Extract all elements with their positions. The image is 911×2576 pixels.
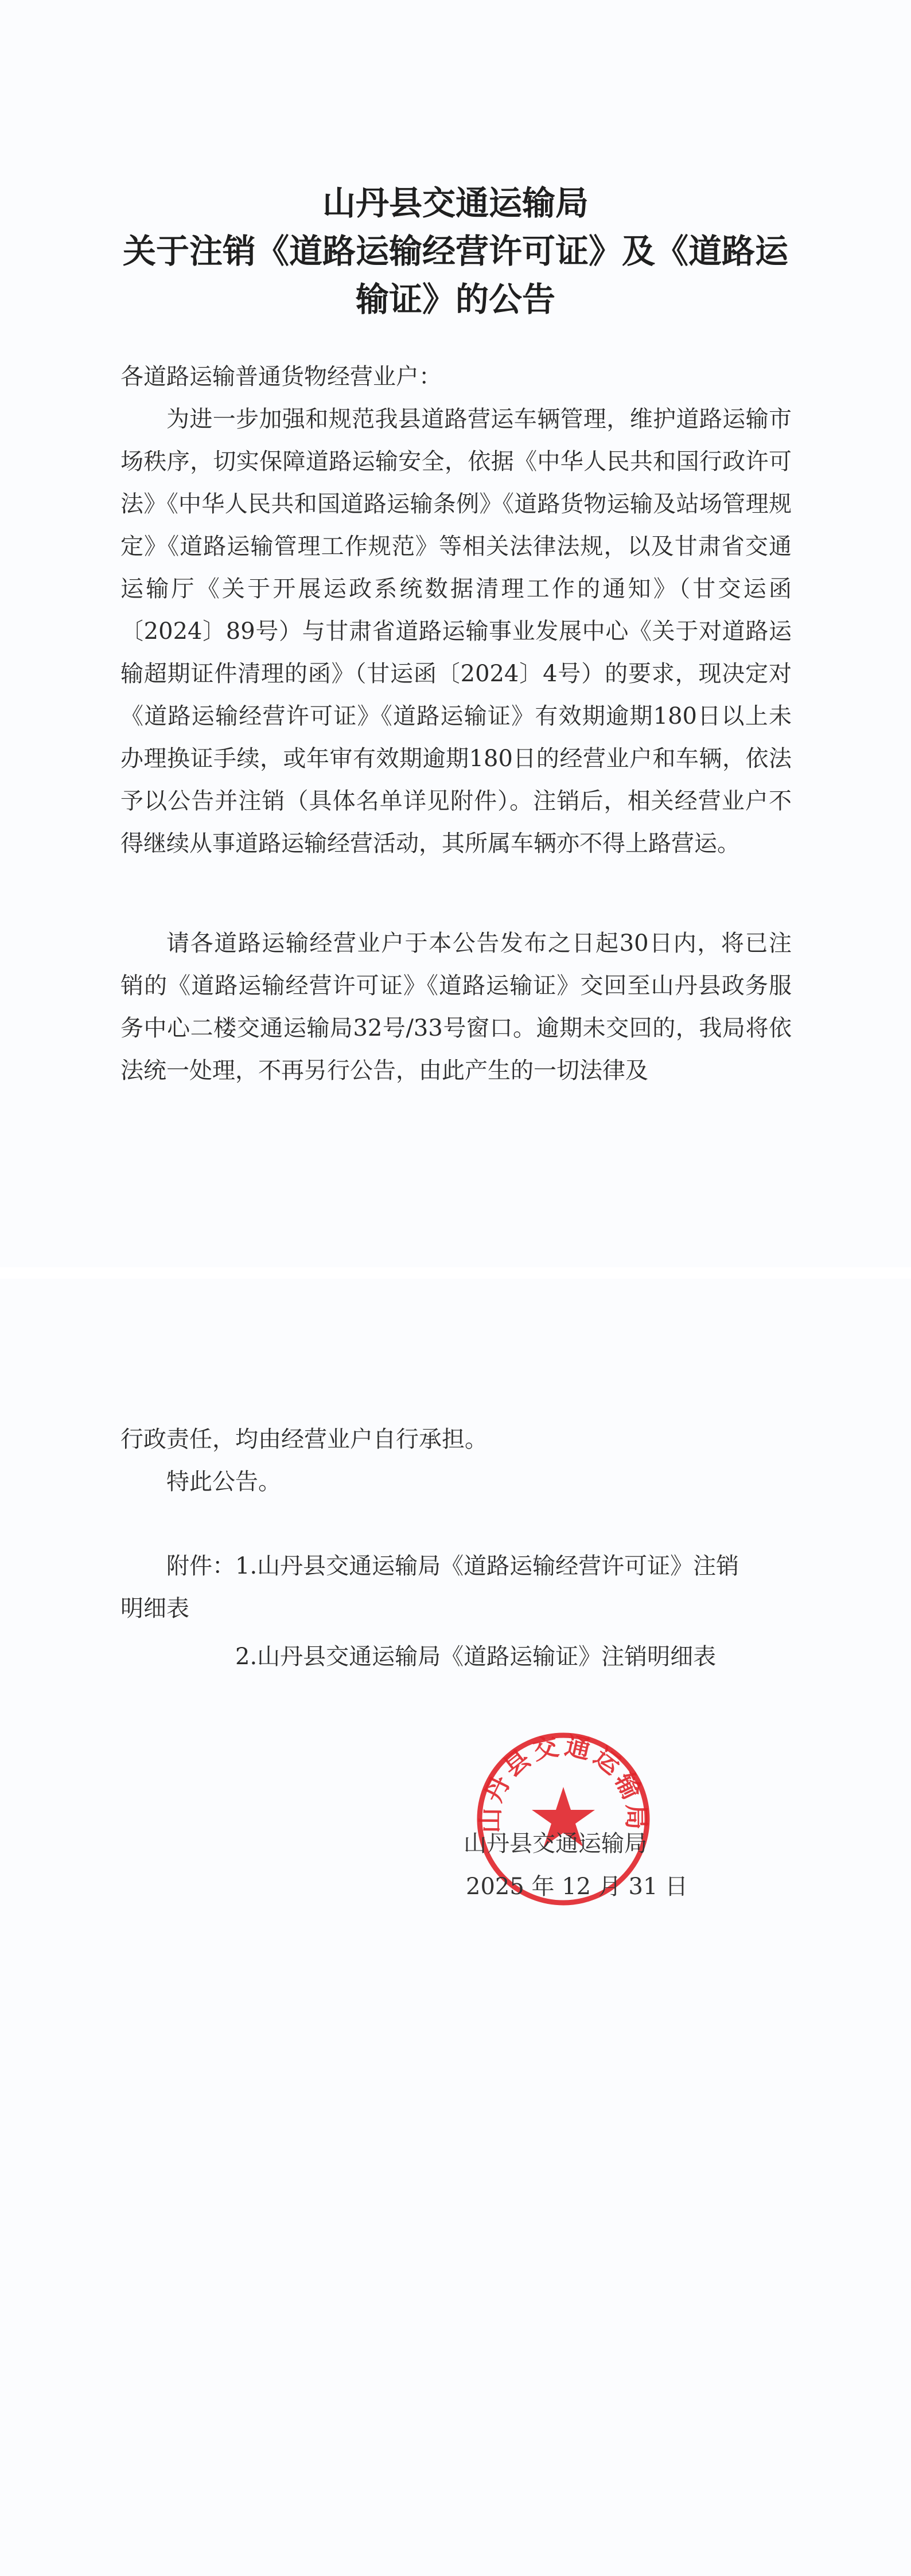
page-gap <box>0 1267 911 1279</box>
signature-organization: 山丹县交通运输局 <box>464 1830 647 1857</box>
document-title-line-1: 山丹县交通运输局 <box>322 184 589 223</box>
document-title-line-3: 输证》的公告 <box>355 280 555 319</box>
body-paragraph-1: 为进一步加强和规范我县道路营运车辆管理，维护道路运输市场秩序，切实保障道路运输安全，依据《中华人民共和国行政许可法》《中华人民共和国道路运输条例》《道路货物运输及站场管理规定》《道路运输管理工作规范》等相关法律法规，以及甘肃省交通运输厅《关于开展运政系统数据清理工作的通知》（甘交运函〔2024〕89号）与甘肃省道路运输事业发展中心《关于对道路运输超期证件清理的函》（甘运函〔2024〕4号）的要求，现决定对《道路运输经营许可证》《道路运输证》有效期逾期180日以上未办理换证手续，或年审有效期逾期180日的经营业户和车辆，依法予以公告并注销（具体名单详见附件）。注销后，相关经营业户不得继续从事道路运输经营活动，其所属车辆亦不得上路营运。 <box>120 406 792 857</box>
attachment-label: 附件： <box>166 1553 235 1579</box>
seal-text: 山丹县交通运输局 <box>476 1731 651 1833</box>
signature-date: 2025 年 12 月 31 日 <box>466 1874 688 1900</box>
attachment-item-1: 1.山丹县交通运输局《道路运输经营许可证》注销 <box>235 1553 739 1579</box>
closing-text: 特此公告。 <box>166 1469 281 1495</box>
document-title-line-2: 关于注销《道路运输经营许可证》及《道路运 <box>122 232 788 271</box>
attachment-item-1-continued: 明细表 <box>120 1595 189 1622</box>
body-paragraph-2-part-1: 请各道路运输经营业户于本公告发布之日起30日内，将已注销的《道路运输经营许可证》《道路运输证》交回至山丹县政务服务中心二楼交通运输局32号/33号窗口。逾期未交回的，我局将依法统一处理，不再另行公告，由此产生的一切法律及 <box>120 930 792 1084</box>
attachment-item-2: 2.山丹县交通运输局《道路运输证》注销明细表 <box>235 1644 717 1670</box>
body-paragraph-2-part-2: 行政责任，均由经营业户自行承担。 <box>120 1426 488 1453</box>
salutation: 各道路运输普通货物经营业户： <box>120 364 442 390</box>
